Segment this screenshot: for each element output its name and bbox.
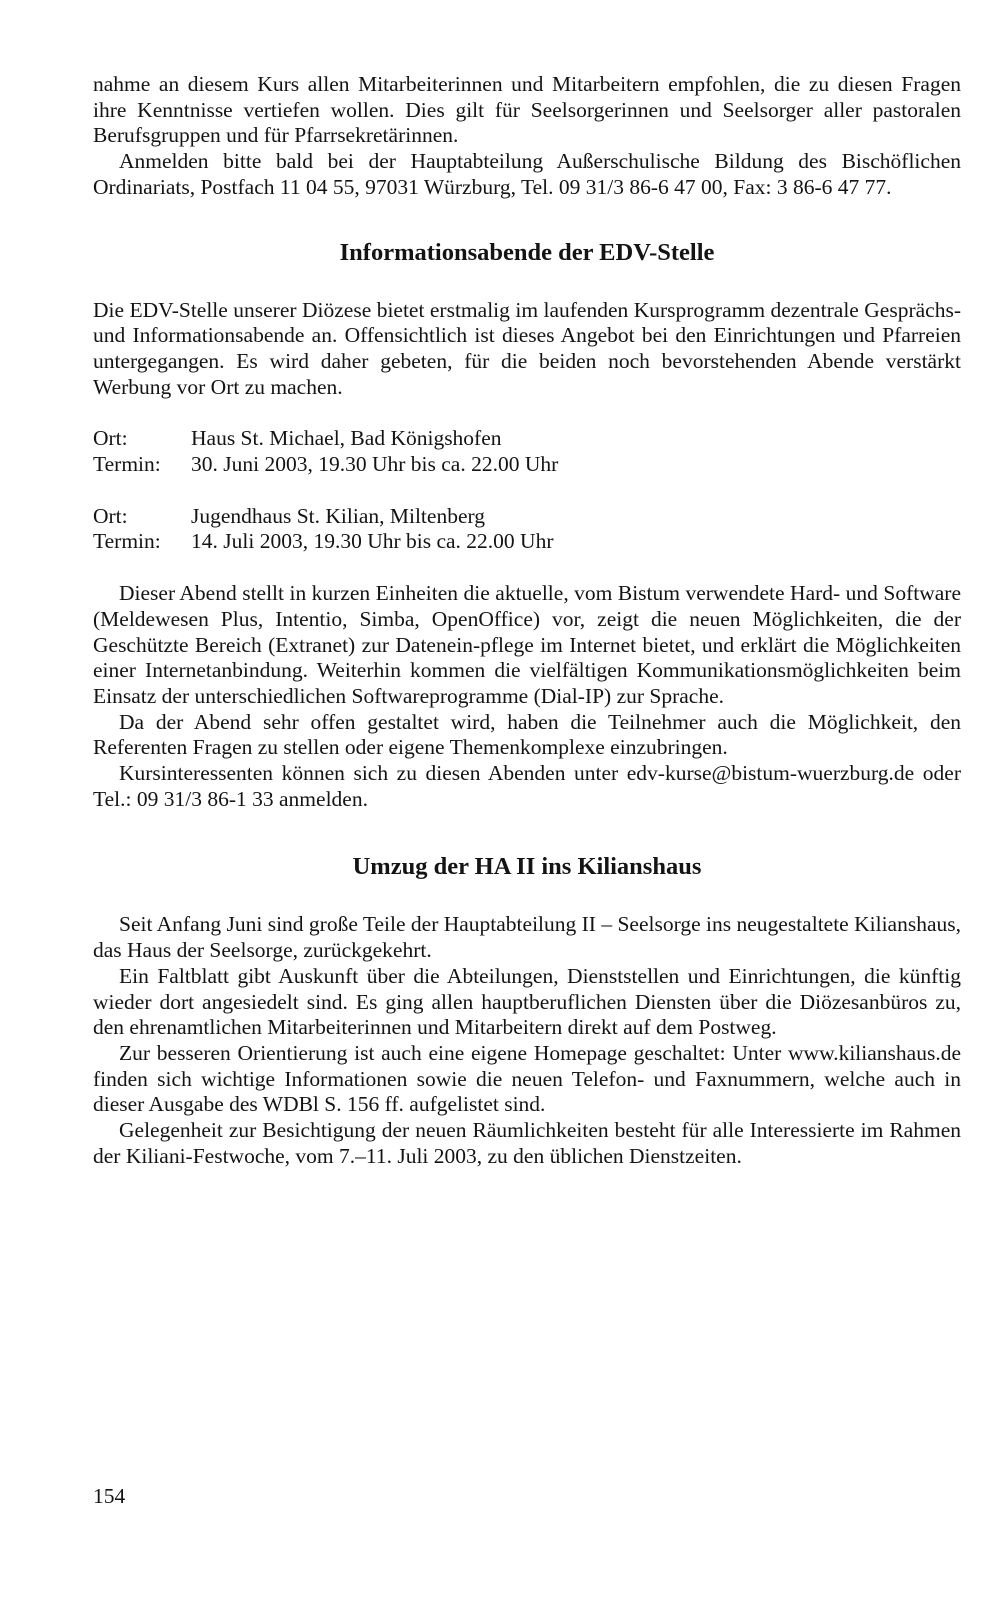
termin-value: 30. Juni 2003, 19.30 Uhr bis ca. 22.00 Uhr xyxy=(191,452,559,477)
umzug-paragraph-2: Ein Faltblatt gibt Auskunft über die Abteilungen, Dienststellen und Einrichtungen, die künftig wieder dort angesiedelt sind. Es ging allen hauptberuflichen Diensten über die Diözesanbüros zu, den ehrenamtlichen Mitarbeiterinnen und Mitarbeitern direkt auf dem Postweg. xyxy=(93,963,961,1040)
ort-value: Jugendhaus St. Kilian, Miltenberg xyxy=(191,503,486,528)
page-number: 154 xyxy=(93,1484,126,1508)
edv-paragraph-4: Kursinteressenten können sich zu diesen Abenden unter edv-kurse@bistum-wuerzburg.de oder Tel.: 09 31/3 86-1 33 anmelden. xyxy=(93,761,961,811)
event-block-1 xyxy=(93,426,961,477)
edv-paragraph-2: Dieser Abend stellt in kurzen Einheiten die aktuelle, vom Bistum verwendete Hard- und Software (Meldewesen Plus, Intentio, Simba, OpenOffice) vor, zeigt die neuen Möglichkeiten, die der Geschützte Bereich (Extranet) zur Datenein-pflege im Internet bietet, und erklärt die Möglichkeiten einer Internetanbindung. Weiterhin kommen die vielfältigen Kommunikationsmöglichkeiten beim Einsatz der unterschiedlichen Softwareprogramme (Dial-IP) zur Sprache. xyxy=(93,581,961,708)
umzug-paragraph-4: Gelegenheit zur Besichtigung der neuen Räumlichkeiten besteht für alle Interessierte im Rahmen der Kiliani-Festwoche, vom 7.–11. Juli 2003, zu den üblichen Dienstzeiten. xyxy=(93,1118,961,1168)
termin-label: Termin: xyxy=(93,452,161,477)
section-heading-edv: Informationsabende der EDV-Stelle xyxy=(339,238,715,266)
intro-paragraph-2: Anmelden bitte bald bei der Hauptabteilung Außerschulische Bildung des Bischöflichen Ordinariats, Postfach 11 04 55, 97031 Würzburg, Tel. 09 31/3 86-6 47 00, Fax: 3 86-6 47 77. xyxy=(93,149,961,199)
edv-paragraph-3: Da der Abend sehr offen gestaltet wird, haben die Teilnehmer auch die Möglichkeit, den Referenten Fragen zu stellen oder eigene Themenkomplexe einzubringen. xyxy=(93,709,961,760)
event-block-2 xyxy=(93,504,961,555)
edv-paragraph-1: Die EDV-Stelle unserer Diözese bietet erstmalig im laufenden Kursprogramm dezentrale Gesprächs- und Informationsabende an. Offensichtlich ist dieses Angebot bei den Einrichtungen und Pfarreien untergegangen. Es wird daher gebeten, für die beiden noch bevorstehenden Abende verstärkt Werbung vor Ort zu machen. xyxy=(93,297,961,399)
umzug-paragraph-3: Zur besseren Orientierung ist auch eine eigene Homepage geschaltet: Unter www.kilianshaus.de finden sich wichtige Informationen sowie die neuen Telefon- und Faxnummern, welche auch in dieser Ausgabe des WDBl S. 156 ff. aufgelistet sind. xyxy=(93,1040,961,1117)
termin-label: Termin: xyxy=(93,529,161,554)
ort-value: Haus St. Michael, Bad Königshofen xyxy=(191,426,502,451)
intro-paragraph-1: nahme an diesem Kurs allen Mitarbeiterinnen und Mitarbeitern empfohlen, die zu diesen Fragen ihre Kenntnisse vertiefen wollen. Dies gilt für Seelsorgerinnen und Seelsorger aller pastoralen Berufsgruppen und für Pfarrsekretärinnen. xyxy=(93,72,961,148)
ort-label: Ort: xyxy=(93,426,128,451)
section-heading-umzug: Umzug der HA II ins Kilianshaus xyxy=(352,853,702,881)
ort-label: Ort: xyxy=(93,503,128,528)
document-page xyxy=(93,72,961,1170)
termin-value: 14. Juli 2003, 19.30 Uhr bis ca. 22.00 Uhr xyxy=(191,529,554,554)
umzug-paragraph-1: Seit Anfang Juni sind große Teile der Hauptabteilung II – Seelsorge ins neugestaltete Kilianshaus, das Haus der Seelsorge, zurückgekehrt. xyxy=(93,912,961,963)
